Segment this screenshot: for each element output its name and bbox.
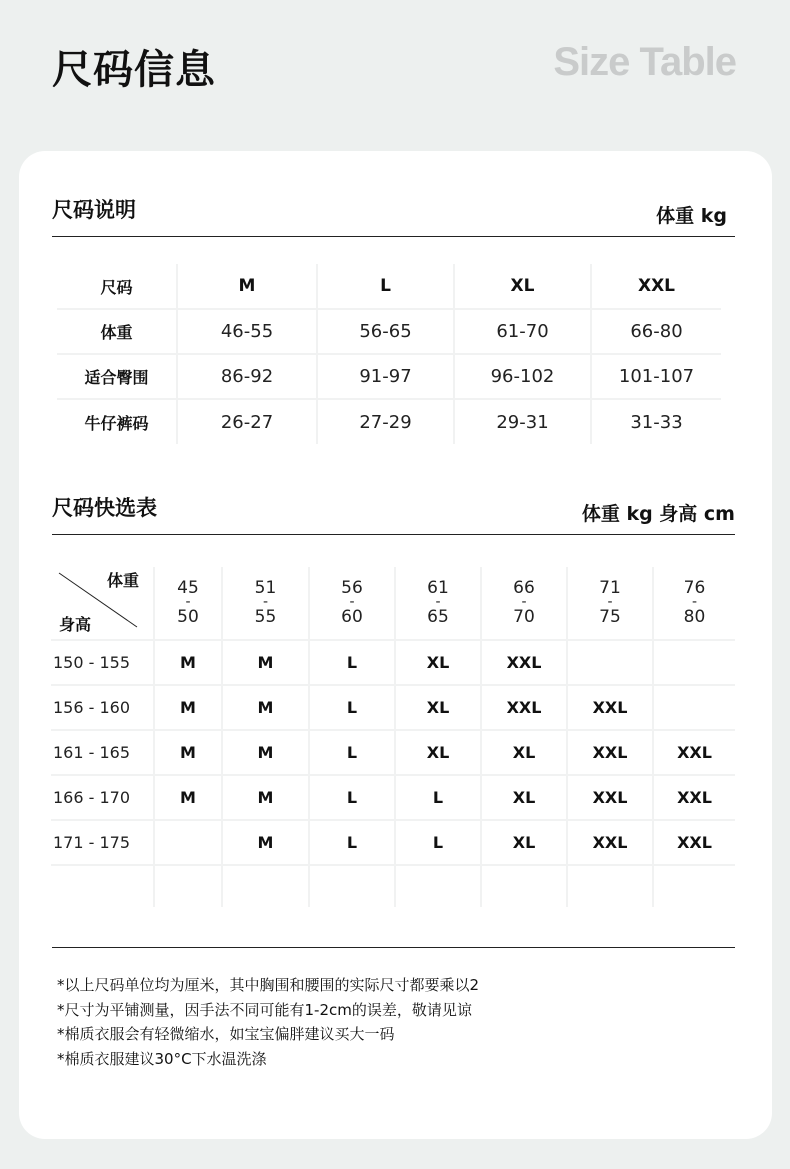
size-cell: XXL: [653, 730, 735, 775]
header-cell: L: [317, 264, 454, 309]
empty-cell: [395, 865, 481, 907]
weight-range-header: 51 - 55: [222, 567, 309, 640]
corner-weight-label: 体重: [106, 571, 139, 590]
header-cell: 尺码: [57, 264, 177, 309]
table-row: [51, 820, 735, 865]
size-cell: XXL: [567, 685, 653, 730]
size-cell: M: [154, 730, 222, 775]
size-cell: M: [222, 685, 309, 730]
size-cell: M: [154, 640, 222, 685]
quick-table-unit: 体重 kg 身高 cm: [581, 503, 735, 525]
row-label: 体重: [57, 309, 177, 354]
size-info-table: [57, 264, 721, 444]
quick-size-table: [51, 567, 735, 907]
size-cell: XL: [395, 730, 481, 775]
note-line: *尺寸为平铺测量，因手法不同可能有1-2cm的误差，敬请见谅: [57, 1000, 472, 1019]
note-line: *以上尺码单位均为厘米，其中胸围和腰围的实际尺寸都要乘以2: [57, 976, 480, 994]
height-label: 156 - 160: [51, 685, 154, 730]
size-cell: XXL: [653, 775, 735, 820]
size-cell: XL: [395, 640, 481, 685]
table-cell: 26-27: [177, 399, 317, 444]
table-cell: 56-65: [317, 309, 454, 354]
row-label: 适合臀围: [57, 354, 177, 399]
size-cell: M: [154, 775, 222, 820]
table-cell: 96-102: [454, 354, 591, 399]
table-row-empty: [51, 865, 735, 907]
table-row: [57, 309, 721, 354]
table-cell: 27-29: [317, 399, 454, 444]
size-cell: L: [309, 685, 395, 730]
corner-cell: [51, 567, 154, 640]
page-title: 尺码信息: [52, 47, 216, 93]
table-cell: 86-92: [177, 354, 317, 399]
weight-range-header: 76 - 80: [653, 567, 735, 640]
size-cell: L: [395, 820, 481, 865]
note-line: *棉质衣服建议30°C下水温洗涤: [57, 1049, 267, 1068]
table-cell: 61-70: [454, 309, 591, 354]
quick-table-title: 尺码快选表: [52, 496, 157, 520]
empty-cell: [309, 865, 395, 907]
divider: [52, 947, 735, 948]
size-cell: M: [222, 730, 309, 775]
height-label: 166 - 170: [51, 775, 154, 820]
weight-range-header: 66 - 70: [481, 567, 567, 640]
size-cell: M: [222, 640, 309, 685]
divider: [52, 236, 735, 237]
corner-height-label: 身高: [59, 615, 92, 634]
table-cell: 29-31: [454, 399, 591, 444]
size-cell: [567, 640, 653, 685]
size-cell: XXL: [567, 820, 653, 865]
table-cell: 91-97: [317, 354, 454, 399]
size-cell: XL: [481, 775, 567, 820]
size-cell: XXL: [481, 640, 567, 685]
empty-cell: [222, 865, 309, 907]
table-header-row: [51, 567, 735, 640]
weight-range-header: 45 - 50: [154, 567, 222, 640]
weight-range-header: 56 - 60: [309, 567, 395, 640]
size-cell: XXL: [567, 730, 653, 775]
header-cell: XXL: [591, 264, 721, 309]
table-row: [57, 399, 721, 444]
empty-cell: [51, 865, 154, 907]
table-row: [51, 775, 735, 820]
note-line: *棉质衣服会有轻微缩水，如宝宝偏胖建议买大一码: [57, 1025, 395, 1043]
weight-range-header: 71 - 75: [567, 567, 653, 640]
size-cell: XL: [481, 730, 567, 775]
height-label: 150 - 155: [51, 640, 154, 685]
size-cell: L: [309, 775, 395, 820]
size-info-title: 尺码说明: [52, 198, 136, 222]
header-cell: XL: [454, 264, 591, 309]
size-cell: L: [309, 820, 395, 865]
size-cell: L: [309, 730, 395, 775]
size-cell: L: [395, 775, 481, 820]
size-cell: [154, 820, 222, 865]
size-cell: XL: [395, 685, 481, 730]
table-cell: 46-55: [177, 309, 317, 354]
empty-cell: [154, 865, 222, 907]
header-cell: M: [177, 264, 317, 309]
size-cell: XXL: [653, 820, 735, 865]
table-cell: 31-33: [630, 411, 683, 433]
row-label: 牛仔裤码: [57, 399, 177, 444]
table-cell: 101-107: [591, 354, 721, 399]
height-label: 171 - 175: [51, 820, 154, 865]
divider: [52, 534, 735, 535]
size-cell: M: [222, 820, 309, 865]
table-row: [51, 685, 735, 730]
empty-cell: [653, 865, 735, 907]
size-cell: XXL: [567, 775, 653, 820]
size-cell: XXL: [481, 685, 567, 730]
notes: [57, 973, 479, 1071]
empty-cell: [481, 865, 567, 907]
size-card: [19, 151, 772, 1139]
size-cell: M: [222, 775, 309, 820]
table-cell: 66-80: [591, 309, 721, 354]
page-subtitle: Size Table: [553, 40, 736, 84]
table-row: [51, 640, 735, 685]
weight-range-header: 61 - 65: [395, 567, 481, 640]
size-cell: XL: [481, 820, 567, 865]
empty-cell: [567, 865, 653, 907]
size-cell: M: [154, 685, 222, 730]
table-row: [57, 354, 721, 399]
table-header-row: [57, 264, 721, 309]
table-row: [51, 730, 735, 775]
size-cell: L: [309, 640, 395, 685]
size-cell: [653, 685, 735, 730]
size-info-unit: 体重 kg: [656, 205, 727, 227]
size-cell: [653, 640, 735, 685]
height-label: 161 - 165: [51, 730, 154, 775]
